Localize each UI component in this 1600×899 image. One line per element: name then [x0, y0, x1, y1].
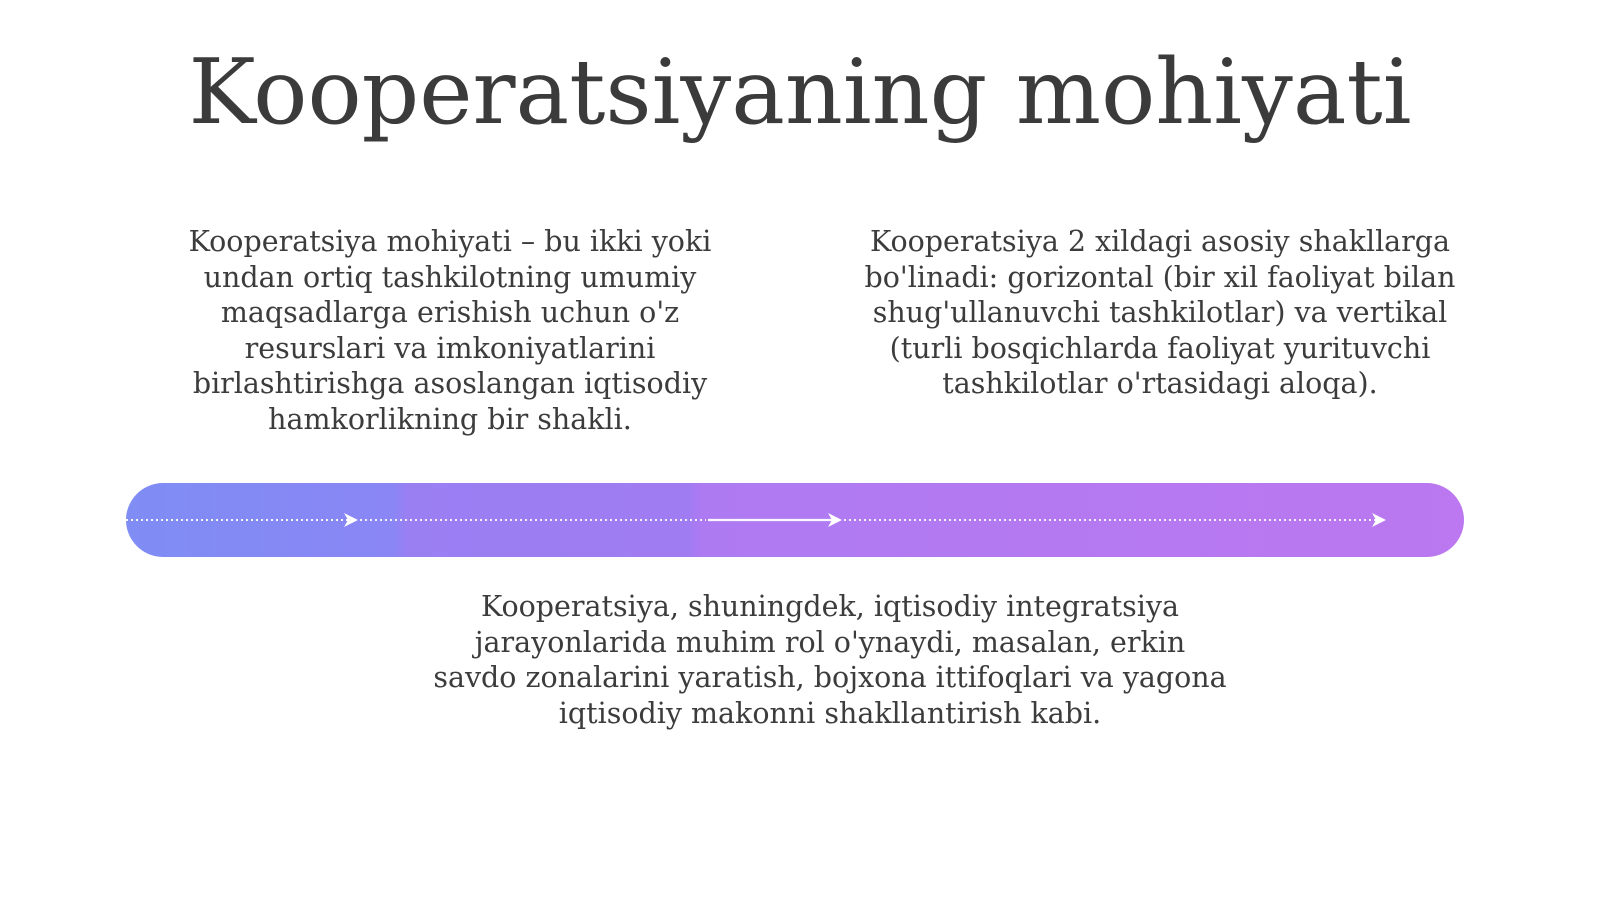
forms-text: Kooperatsiya 2 xildagi asosiy shakllarga bo'linadi: gorizontal (bir xil faoliyat bilan shug'ullanuvchi tashkilotlar) va vertikal (turli bosqichlarda faoliyat yurituvchi tashkilotlar o'rtasidagi aloqa).	[864, 225, 1456, 400]
definition-text: Kooperatsiya mohiyati – bu ikki yoki undan ortiq tashkilotning umumiy maqsadlarga erishish uchun o'z resurslari va imkoniyatlarini birlashtirishga asoslangan iqtisodiy hamkorlikning bir shakli.	[188, 225, 712, 436]
timeline-bar	[126, 483, 1464, 557]
slide-title: Kooperatsiyaning mohiyati	[188, 40, 1412, 145]
integration-text: Kooperatsiya, shuningdek, iqtisodiy integratsiya jarayonlarida muhim rol o'ynaydi, masalan, erkin savdo zonalarini yaratish, bojxona ittifoqlari va yagona iqtisodiy makonni shakllantirish kabi.	[433, 590, 1227, 730]
timeline-arrows	[126, 483, 1464, 557]
